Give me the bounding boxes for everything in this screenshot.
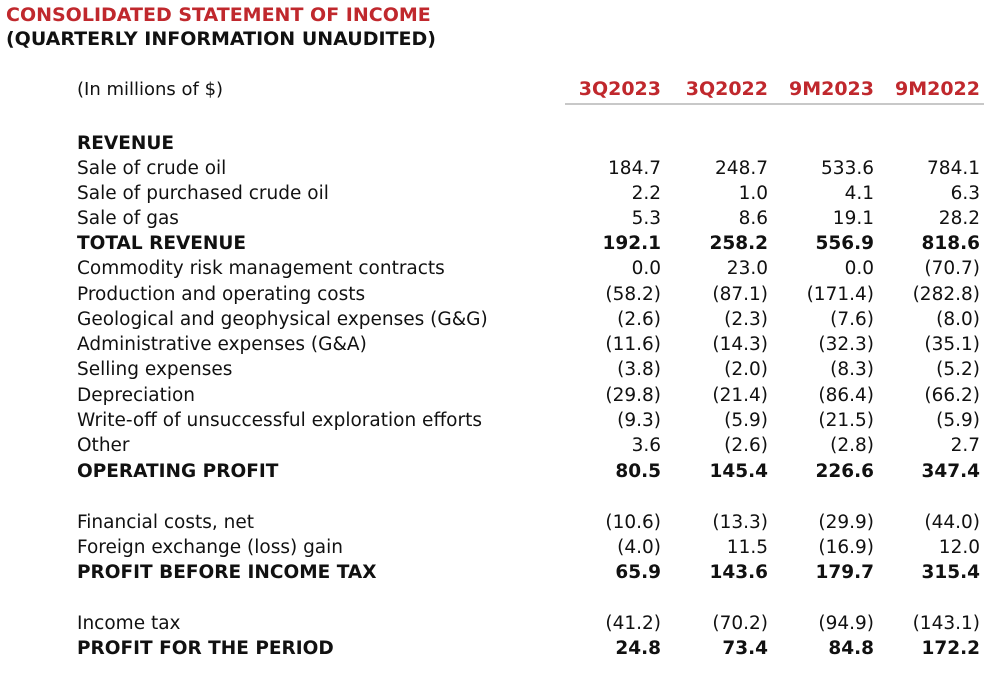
table-row <box>0 256 1000 281</box>
cell-9m2022: 347.4 <box>921 461 980 482</box>
cell-3q2023: (11.6) <box>605 334 661 355</box>
cell-9m2022: 315.4 <box>921 562 980 583</box>
table-row <box>0 459 1000 484</box>
column-header-3q2023: 3Q2023 <box>578 78 661 100</box>
cell-9m2023: (8.3) <box>830 359 874 380</box>
cell-9m2022: (282.8) <box>912 284 980 305</box>
cell-3q2022: 145.4 <box>709 461 768 482</box>
cell-9m2023: (2.8) <box>830 435 874 456</box>
cell-9m2022: (5.9) <box>936 410 980 431</box>
row-label: Depreciation <box>77 385 196 406</box>
row-label: OPERATING PROFIT <box>77 461 279 482</box>
row-label: Income tax <box>77 613 181 634</box>
cell-9m2023: (7.6) <box>830 309 874 330</box>
cell-3q2023: 3.6 <box>631 435 661 456</box>
cell-9m2022: 12.0 <box>938 537 980 558</box>
cell-3q2022: (70.2) <box>712 613 768 634</box>
statement-subtitle: (QUARTERLY INFORMATION UNAUDITED) <box>6 28 436 50</box>
table-row <box>0 307 1000 332</box>
table-row <box>0 383 1000 408</box>
cell-3q2022: (2.0) <box>724 359 768 380</box>
cell-3q2022: 73.4 <box>722 638 768 659</box>
row-label: Commodity risk management contracts <box>77 258 445 279</box>
table-row <box>0 535 1000 560</box>
table-row <box>0 636 1000 661</box>
cell-9m2023: 179.7 <box>815 562 874 583</box>
cell-9m2023: 0.0 <box>844 258 874 279</box>
cell-3q2023: (4.0) <box>617 537 661 558</box>
row-label: Sale of gas <box>77 208 179 229</box>
statement-title: CONSOLIDATED STATEMENT OF INCOME <box>6 4 431 26</box>
table-row <box>0 231 1000 256</box>
row-label: Sale of crude oil <box>77 158 227 179</box>
cell-3q2023: (2.6) <box>617 309 661 330</box>
cell-3q2022: (87.1) <box>712 284 768 305</box>
row-label: PROFIT BEFORE INCOME TAX <box>77 562 377 583</box>
table-row <box>0 510 1000 535</box>
cell-3q2022: 23.0 <box>726 258 768 279</box>
cell-9m2023: 84.8 <box>828 638 874 659</box>
cell-3q2022: (5.9) <box>724 410 768 431</box>
units-label: (In millions of $) <box>77 79 224 100</box>
cell-3q2023: (58.2) <box>605 284 661 305</box>
column-header-9m2023: 9M2023 <box>788 78 874 100</box>
cell-3q2023: (9.3) <box>617 410 661 431</box>
cell-9m2022: 6.3 <box>950 183 980 204</box>
cell-9m2022: (66.2) <box>924 385 980 406</box>
cell-9m2023: 226.6 <box>815 461 874 482</box>
row-label: TOTAL REVENUE <box>77 233 247 254</box>
cell-9m2023: (94.9) <box>818 613 874 634</box>
cell-9m2022: (8.0) <box>936 309 980 330</box>
cell-3q2022: 258.2 <box>709 233 768 254</box>
column-header-3q2022: 3Q2022 <box>685 78 768 100</box>
cell-3q2022: 248.7 <box>715 158 768 179</box>
table-row <box>0 560 1000 585</box>
cell-3q2023: 2.2 <box>631 183 661 204</box>
cell-9m2022: (5.2) <box>936 359 980 380</box>
table-row <box>0 408 1000 433</box>
table-row <box>0 282 1000 307</box>
cell-3q2023: 5.3 <box>631 208 661 229</box>
cell-3q2023: (3.8) <box>617 359 661 380</box>
cell-9m2023: 4.1 <box>844 183 874 204</box>
cell-3q2023: 192.1 <box>602 233 661 254</box>
cell-3q2023: (29.8) <box>605 385 661 406</box>
cell-3q2023: (10.6) <box>605 512 661 533</box>
cell-9m2023: 556.9 <box>815 233 874 254</box>
cell-3q2022: 143.6 <box>709 562 768 583</box>
cell-9m2023: (171.4) <box>806 284 874 305</box>
table-row <box>0 156 1000 181</box>
cell-9m2023: (86.4) <box>818 385 874 406</box>
row-label: Selling expenses <box>77 359 233 380</box>
table-row <box>0 206 1000 231</box>
cell-3q2023: 65.9 <box>615 562 661 583</box>
cell-9m2022: 784.1 <box>927 158 980 179</box>
cell-3q2022: (21.4) <box>712 385 768 406</box>
cell-9m2023: (21.5) <box>818 410 874 431</box>
cell-9m2022: (44.0) <box>924 512 980 533</box>
row-label: Geological and geophysical expenses (G&G) <box>77 309 488 330</box>
cell-9m2023: (16.9) <box>818 537 874 558</box>
cell-9m2023: 533.6 <box>821 158 874 179</box>
cell-3q2022: 1.0 <box>738 183 768 204</box>
row-label: Write-off of unsuccessful exploration efforts <box>77 410 483 431</box>
cell-3q2023: 184.7 <box>608 158 661 179</box>
row-label: REVENUE <box>77 133 174 154</box>
cell-3q2023: 0.0 <box>631 258 661 279</box>
cell-3q2022: (14.3) <box>712 334 768 355</box>
row-label: Sale of purchased crude oil <box>77 183 329 204</box>
table-row <box>0 181 1000 206</box>
row-label: Other <box>77 435 130 456</box>
row-label: Financial costs, net <box>77 512 255 533</box>
table-row <box>0 131 1000 156</box>
table-row <box>0 433 1000 458</box>
cell-9m2022: (70.7) <box>924 258 980 279</box>
table-row <box>0 611 1000 636</box>
cell-9m2022: 172.2 <box>921 638 980 659</box>
cell-3q2022: 11.5 <box>726 537 768 558</box>
table-row <box>0 332 1000 357</box>
row-label: PROFIT FOR THE PERIOD <box>77 638 334 659</box>
cell-9m2022: 2.7 <box>950 435 980 456</box>
cell-9m2022: 28.2 <box>938 208 980 229</box>
cell-3q2022: 8.6 <box>738 208 768 229</box>
cell-9m2023: 19.1 <box>832 208 874 229</box>
cell-9m2023: (32.3) <box>818 334 874 355</box>
cell-3q2023: (41.2) <box>605 613 661 634</box>
table-row <box>0 357 1000 382</box>
cell-9m2023: (29.9) <box>818 512 874 533</box>
column-header-9m2022: 9M2022 <box>894 78 980 100</box>
cell-9m2022: (35.1) <box>924 334 980 355</box>
row-label: Foreign exchange (loss) gain <box>77 537 344 558</box>
row-label: Production and operating costs <box>77 284 366 305</box>
cell-3q2023: 80.5 <box>615 461 661 482</box>
row-label: Administrative expenses (G&A) <box>77 334 367 355</box>
cell-3q2022: (2.6) <box>724 435 768 456</box>
cell-9m2022: 818.6 <box>921 233 980 254</box>
cell-9m2022: (143.1) <box>912 613 980 634</box>
header-rule <box>565 103 984 105</box>
cell-3q2023: 24.8 <box>615 638 661 659</box>
cell-3q2022: (13.3) <box>712 512 768 533</box>
cell-3q2022: (2.3) <box>724 309 768 330</box>
